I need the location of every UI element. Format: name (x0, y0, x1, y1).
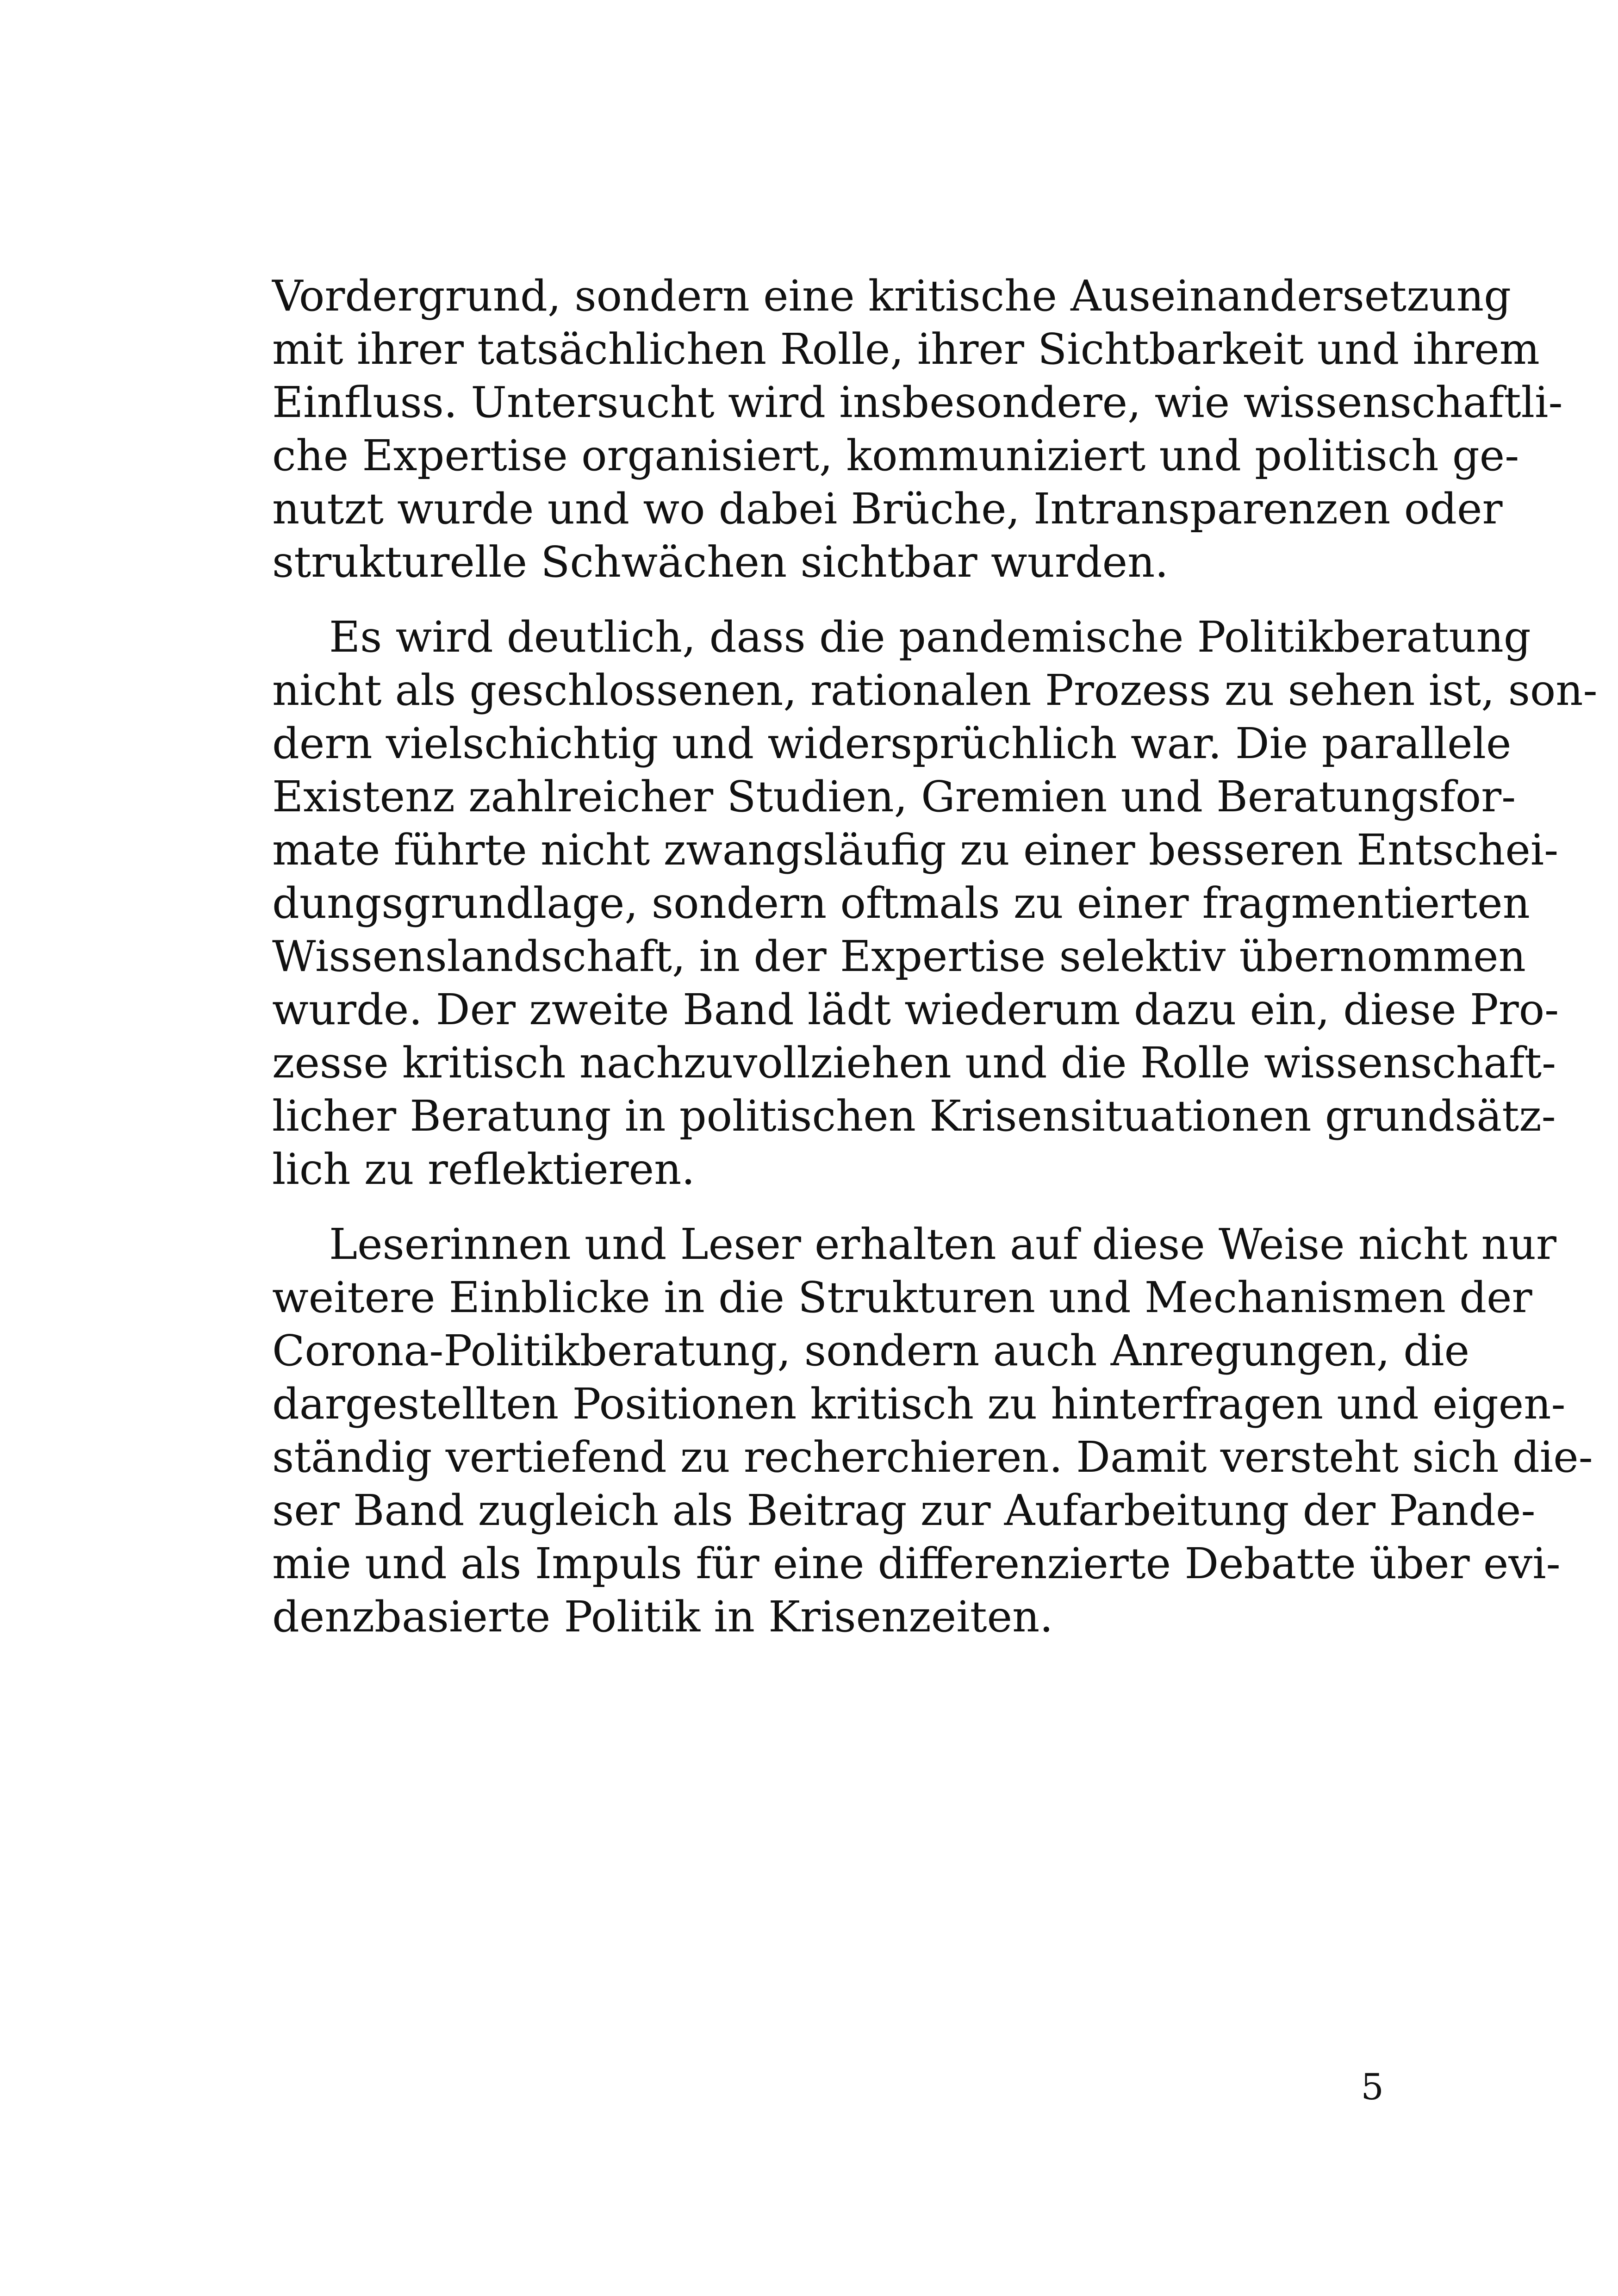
page-number: 5 (1361, 2066, 1384, 2108)
text-line: mie und als Impuls für eine differenzierte Debatte über evi- (272, 1539, 1561, 1588)
text-line: zesse kritisch nachzuvollziehen und die Rolle wissenschaft- (272, 1038, 1556, 1088)
paragraph (272, 1218, 1593, 1643)
text-line: wurde. Der zweite Band lädt wiederum dazu ein, diese Pro- (272, 985, 1559, 1034)
text-line: Vordergrund, sondern eine kritische Auseinandersetzung (272, 271, 1512, 321)
body-text (272, 269, 1598, 1643)
text-line: mit ihrer tatsächlichen Rolle, ihrer Sichtbarkeit und ihrem (272, 324, 1540, 374)
text-line: Corona-Politikberatung, sondern auch Anregungen, die (272, 1326, 1470, 1375)
text-line: dargestellten Positionen kritisch zu hinterfragen und eigen- (272, 1379, 1566, 1429)
text-line: Wissenslandschaft, in der Expertise selektiv übernommen (272, 932, 1526, 981)
text-line: Einfluss. Untersucht wird insbesondere, wie wissenschaftli- (272, 378, 1563, 427)
text-line: che Expertise organisiert, kommuniziert und politisch ge- (272, 431, 1519, 480)
text-line: lich zu reflektieren. (272, 1145, 695, 1194)
paragraph (272, 269, 1563, 589)
text-line: nutzt wurde und wo dabei Brüche, Intransparenzen oder (272, 484, 1503, 534)
text-line: nicht als geschlossenen, rationalen Prozess zu sehen ist, son- (272, 666, 1598, 715)
text-line: dern vielschichtig und widersprüchlich war. Die parallele (272, 719, 1512, 768)
text-line: mate führte nicht zwangsläufig zu einer besseren Entschei- (272, 825, 1559, 875)
text-line: Existenz zahlreicher Studien, Gremien und Beratungsfor- (272, 772, 1516, 821)
text-line: ständig vertiefend zu recherchieren. Damit versteht sich die- (272, 1432, 1593, 1482)
text-line: strukturelle Schwächen sichtbar wurden. (272, 537, 1169, 587)
text-line: Es wird deutlich, dass die pandemische Politikberatung (329, 612, 1531, 662)
text-line: Leserinnen und Leser erhalten auf diese Weise nicht nur (329, 1220, 1557, 1269)
paragraph (272, 610, 1598, 1196)
text-line: licher Beratung in politischen Krisensituationen grundsätz- (272, 1091, 1556, 1141)
text-line: dungsgrundlage, sondern oftmals zu einer fragmentierten (272, 878, 1530, 928)
text-line: weitere Einblicke in die Strukturen und Mechanismen der (272, 1273, 1532, 1322)
text-line: ser Band zugleich als Beitrag zur Aufarbeitung der Pande- (272, 1486, 1536, 1535)
text-line: denzbasierte Politik in Krisenzeiten. (272, 1592, 1053, 1642)
